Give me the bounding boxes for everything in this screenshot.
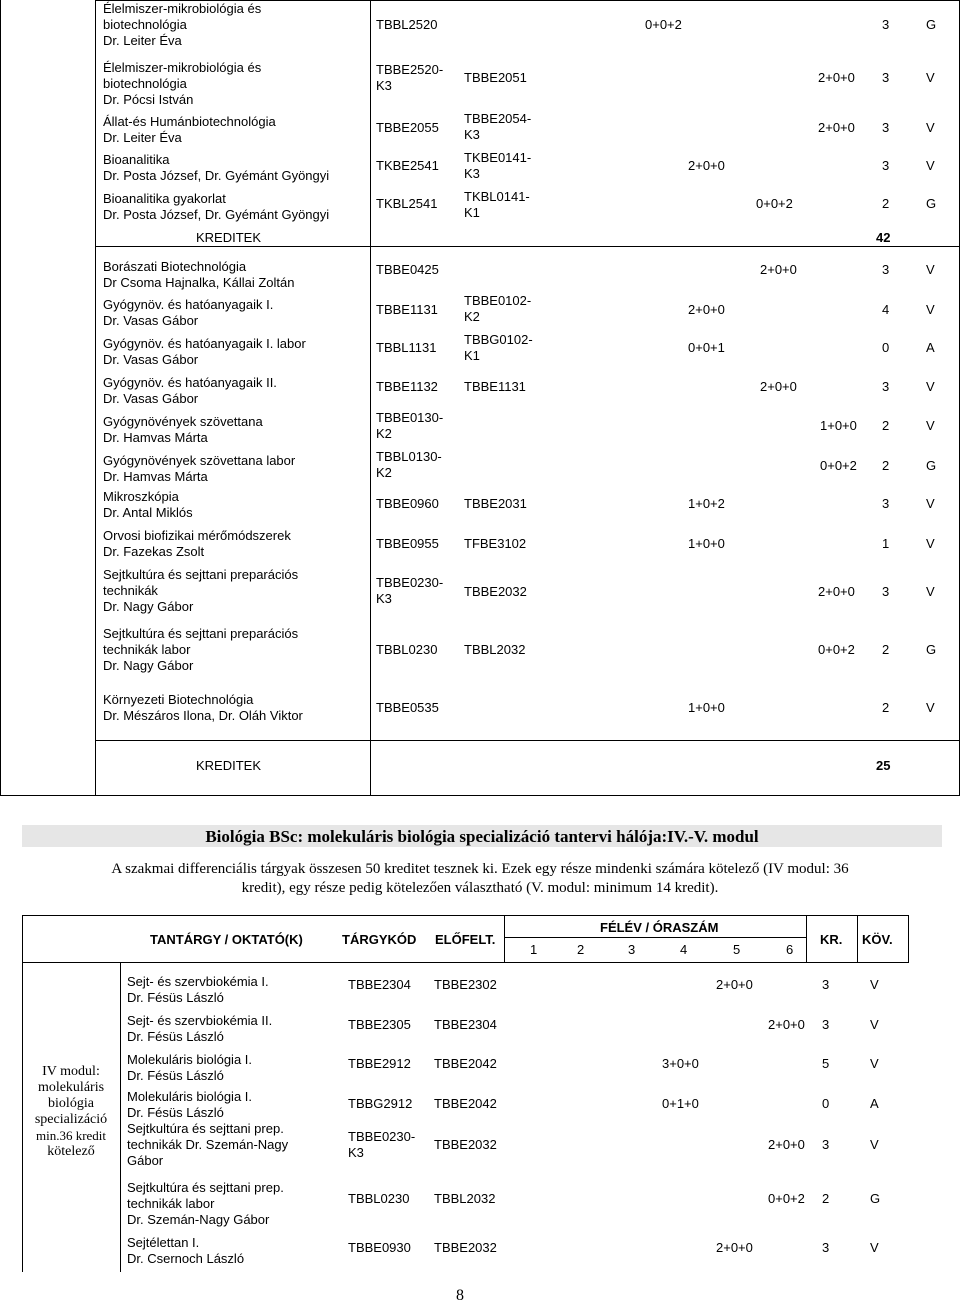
teacher-cont: Gábor	[127, 1153, 164, 1168]
course-code: TKBL2541	[376, 196, 438, 211]
course-code: TBBL0230	[348, 1191, 410, 1206]
subject: Bioanalitika	[103, 152, 170, 167]
sem-number: 6	[786, 942, 794, 957]
credits: 3	[882, 584, 890, 599]
module-label-line: kötelező	[47, 1144, 95, 1159]
hours: 0+0+1	[688, 340, 725, 355]
prerequisite: TKBL0141- K1	[464, 189, 530, 220]
teacher: Dr. Fazekas Zsolt	[103, 544, 205, 559]
credits-total-label: KREDITEK	[196, 230, 262, 245]
page-number: 8	[456, 1287, 464, 1304]
subject-cont: technikák Dr. Szemán-Nagy	[127, 1137, 289, 1152]
hours: 1+0+0	[688, 700, 725, 715]
col-line-code	[370, 0, 371, 795]
prerequisite: TBBE1131	[464, 379, 526, 394]
col-line	[908, 915, 909, 963]
teacher: Dr. Nagy Gábor	[103, 658, 194, 673]
row-line	[22, 962, 909, 963]
intro-text-line1: A szakmai differenciális tárgyak összesen 50 kreditet tesznek ki. Ezek egy része mindenki számára kötelező (IV modul: 36	[111, 861, 849, 877]
col-line-module	[95, 0, 96, 795]
course-code: TBBE1131	[376, 302, 438, 317]
course-code: TBBE2520- K3	[376, 62, 444, 93]
exam-type: G	[926, 458, 937, 473]
teacher: Dr. Posta József, Dr. Gyémánt Gyöngyi	[103, 207, 330, 222]
section-title: Biológia BSc: molekuláris biológia specializáció tantervi hálója:IV.-V. modul	[205, 827, 759, 846]
exam-type: G	[926, 17, 937, 32]
subject: Mikroszkópia	[103, 489, 179, 504]
subject: Sejt- és szervbiokémia I.	[127, 974, 269, 989]
header-credits: KR.	[820, 932, 843, 947]
col-line	[857, 915, 858, 963]
sem-number: 3	[628, 942, 636, 957]
prerequisite: TBBE2032	[464, 584, 527, 599]
hours: 2+0+0	[768, 1137, 805, 1152]
subject: Gyógynövények szövettana	[103, 414, 263, 429]
course-code: TBBE0960	[376, 496, 439, 511]
prerequisite: TKBE0141- K3	[464, 150, 532, 181]
hours: 2+0+0	[760, 262, 797, 277]
subject: Sejt- és szervbiokémia II.	[127, 1013, 273, 1028]
prerequisite: TFBE3102	[464, 536, 527, 551]
course-code: TBBE0230- K3	[376, 575, 444, 606]
prerequisite: TBBE2031	[464, 496, 527, 511]
hours: 0+0+2	[820, 458, 857, 473]
teacher: Dr. Pócsi István	[103, 92, 194, 107]
credits: 3	[822, 1017, 830, 1032]
hours: 0+1+0	[662, 1096, 699, 1111]
prerequisite: TBBE2042	[434, 1056, 497, 1071]
course-code: TKBE2541	[376, 158, 439, 173]
exam-type: V	[926, 584, 935, 599]
credits: 3	[882, 379, 890, 394]
credits: 3	[822, 1240, 830, 1255]
credits: 2	[822, 1191, 830, 1206]
subject: Gyógynövények szövettana labor	[103, 453, 296, 468]
hours: 2+0+0	[818, 70, 855, 85]
teacher: Dr. Mészáros Ilona, Dr. Oláh Viktor	[103, 708, 303, 723]
credits: 3	[882, 70, 890, 85]
exam-type: A	[926, 340, 935, 355]
header-exam: KÖV.	[862, 932, 893, 947]
hours: 0+0+2	[768, 1191, 805, 1206]
course-code: TBBL1131	[376, 340, 437, 355]
hours: 0+0+2	[818, 642, 855, 657]
module-label-line: molekuláris	[37, 1080, 105, 1095]
subject: Molekuláris biológia I.	[127, 1089, 253, 1104]
sem-number: 1	[530, 942, 538, 957]
header-code: TÁRGYKÓD	[342, 932, 417, 947]
course-code: TBBL2520	[376, 17, 438, 32]
course-code: TBBE0955	[376, 536, 439, 551]
exam-type: A	[870, 1096, 879, 1111]
prerequisite: TBBE0102- K2	[464, 293, 532, 324]
credits: 3	[882, 17, 890, 32]
hours: 2+0+0	[716, 1240, 753, 1255]
course-code: TBBE2305	[348, 1017, 411, 1032]
exam-type: V	[870, 1017, 879, 1032]
exam-type: G	[926, 642, 937, 657]
teacher: Dr. Csernoch László	[127, 1251, 245, 1266]
subject: Gyógynöv. és hatóanyagaik I. labor	[103, 336, 306, 351]
teacher: Dr. Hamvas Márta	[103, 469, 208, 484]
prerequisite: TBBE2042	[434, 1096, 497, 1111]
credits: 3	[822, 1137, 830, 1152]
subject-cont: technikák labor	[127, 1196, 215, 1211]
sem-number: 5	[733, 942, 741, 957]
hours: 1+0+0	[688, 536, 725, 551]
exam-type: V	[926, 302, 935, 317]
subject: Bioanalitika gyakorlat	[103, 191, 226, 206]
teacher: Dr. Posta József, Dr. Gyémánt Gyöngyi	[103, 168, 330, 183]
teacher: Dr. Vasas Gábor	[103, 313, 199, 328]
credits: 1	[882, 536, 890, 551]
exam-type: V	[870, 1137, 879, 1152]
teacher: Dr. Leiter Éva	[103, 130, 182, 145]
prerequisite: TBBE2054- K3	[464, 111, 532, 142]
subject: Sejtkultúra és sejttani preparációs technikák	[103, 567, 299, 598]
teacher: Dr. Szemán-Nagy Gábor	[127, 1212, 270, 1227]
subject: Sejtkultúra és sejttani prep.	[127, 1180, 284, 1195]
subject: Molekuláris biológia I.	[127, 1052, 253, 1067]
course-code: TBBE0130- K2	[376, 410, 444, 441]
hours: 3+0+0	[662, 1056, 699, 1071]
module-label-line: IV modul:	[42, 1064, 100, 1079]
teacher: Dr. Leiter Éva	[103, 33, 182, 48]
module-label-line: biológia	[48, 1096, 94, 1111]
teacher: Dr. Fésüs László	[127, 1029, 224, 1044]
credits: 5	[822, 1056, 830, 1071]
exam-type: V	[926, 418, 935, 433]
course-code: TBBE2912	[348, 1056, 411, 1071]
module-label-line: specializáció	[34, 1112, 108, 1127]
module-label-line: min.36 kredit	[35, 1128, 107, 1143]
course-code: TBBE0230- K3	[348, 1129, 416, 1160]
hours: 2+0+0	[818, 120, 855, 135]
credits-total-value: 42	[876, 230, 891, 245]
exam-type: V	[926, 536, 935, 551]
credits-total-value: 25	[876, 758, 891, 773]
teacher: Dr. Hamvas Márta	[103, 430, 208, 445]
exam-type: V	[870, 977, 879, 992]
subject: Környezeti Biotechnológia	[103, 692, 254, 707]
credits-total-label: KREDITEK	[196, 758, 262, 773]
course-code: TBBE2304	[348, 977, 411, 992]
course-code: TBBL0130- K2	[376, 449, 442, 480]
subject: Állat-és Humánbiotechnológia	[103, 114, 276, 129]
hours: 2+0+0	[688, 158, 725, 173]
credits: 2	[882, 418, 890, 433]
exam-type: V	[926, 496, 935, 511]
sem-number: 2	[577, 942, 585, 957]
prerequisite: TBBE2051	[464, 70, 527, 85]
exam-type: V	[926, 70, 935, 85]
credits: 4	[882, 302, 890, 317]
header-subject: TANTÁRGY / OKTATÓ(K)	[150, 932, 303, 947]
prerequisite: TBBE2032	[434, 1240, 497, 1255]
hours: 2+0+0	[688, 302, 725, 317]
prerequisite: TBBE2302	[434, 977, 497, 992]
row-line	[504, 937, 806, 938]
subject: Sejtkultúra és sejttani prep.	[127, 1121, 284, 1136]
teacher: Dr. Nagy Gábor	[103, 599, 194, 614]
hours: 2+0+0	[760, 379, 797, 394]
teacher: Dr Csoma Hajnalka, Kállai Zoltán	[103, 275, 295, 290]
header-semester: FÉLÉV / ÓRASZÁM	[600, 920, 719, 935]
credits: 3	[882, 496, 890, 511]
subject: Borászati Biotechnológia	[103, 259, 247, 274]
col-line-left	[0, 0, 1, 795]
subject: Gyógynöv. és hatóanyagaik I.	[103, 297, 274, 312]
credits: 0	[882, 340, 890, 355]
teacher: Dr. Antal Miklós	[103, 505, 193, 520]
hours: 2+0+0	[716, 977, 753, 992]
col-line	[22, 915, 23, 963]
row-line	[95, 246, 960, 247]
sem-number: 4	[680, 942, 688, 957]
credits: 2	[882, 700, 890, 715]
subject: Sejtkultúra és sejttani preparációs technikák labor	[103, 626, 299, 657]
teacher: Dr. Vasas Gábor	[103, 352, 199, 367]
prerequisite: TBBG0102- K1	[464, 332, 533, 363]
hours: 1+0+0	[820, 418, 857, 433]
col-line	[806, 915, 807, 963]
subject: Sejtélettan I.	[127, 1235, 200, 1250]
prerequisite: TBBL2032	[434, 1191, 496, 1206]
exam-type: V	[926, 158, 935, 173]
credits: 2	[882, 458, 890, 473]
prerequisite: TBBL2032	[464, 642, 526, 657]
course-code: TBBE1132	[376, 379, 438, 394]
course-code: TBBE0930	[348, 1240, 411, 1255]
col-line	[504, 915, 505, 963]
teacher: Dr. Fésüs László	[127, 1105, 224, 1120]
credits: 3	[882, 158, 890, 173]
intro-text-line2: kredit), egy része pedig kötelezően választható (V. modul: minimum 14 kredit).	[241, 880, 719, 896]
col-line	[120, 962, 121, 1272]
subject: Gyógynöv. és hatóanyagaik II.	[103, 375, 277, 390]
exam-type: G	[926, 196, 937, 211]
course-code: TBBL0230	[376, 642, 438, 657]
credits: 2	[882, 196, 890, 211]
hours: 0+0+2	[756, 196, 793, 211]
exam-type: V	[870, 1240, 879, 1255]
prerequisite: TBBE2304	[434, 1017, 497, 1032]
subject: Élelmiszer-mikrobiológia és biotechnológia	[103, 1, 262, 32]
hours: 0+0+2	[645, 17, 682, 32]
exam-type: V	[926, 262, 935, 277]
col-line	[22, 962, 23, 1272]
credits: 0	[822, 1096, 830, 1111]
hours: 2+0+0	[768, 1017, 805, 1032]
row-line	[95, 740, 960, 741]
exam-type: V	[926, 700, 935, 715]
credits: 3	[822, 977, 830, 992]
credits: 3	[882, 120, 890, 135]
header-prerequisite: ELŐFELT.	[435, 932, 496, 947]
teacher: Dr. Fésüs László	[127, 990, 224, 1005]
hours: 1+0+2	[688, 496, 725, 511]
exam-type: V	[926, 379, 935, 394]
exam-type: V	[926, 120, 935, 135]
teacher: Dr. Fésüs László	[127, 1068, 224, 1083]
row-line	[0, 795, 960, 796]
course-code: TBBG2912	[348, 1096, 413, 1111]
course-code: TBBE2055	[376, 120, 439, 135]
credits: 2	[882, 642, 890, 657]
subject: Orvosi biofizikai mérőmódszerek	[103, 528, 291, 543]
exam-type: V	[870, 1056, 879, 1071]
course-code: TBBE0535	[376, 700, 439, 715]
teacher: Dr. Vasas Gábor	[103, 391, 199, 406]
hours: 2+0+0	[818, 584, 855, 599]
prerequisite: TBBE2032	[434, 1137, 497, 1152]
row-line	[22, 915, 909, 916]
credits: 3	[882, 262, 890, 277]
subject: Élelmiszer-mikrobiológia és biotechnológia	[103, 60, 262, 91]
exam-type: G	[870, 1191, 881, 1206]
course-code: TBBE0425	[376, 262, 439, 277]
